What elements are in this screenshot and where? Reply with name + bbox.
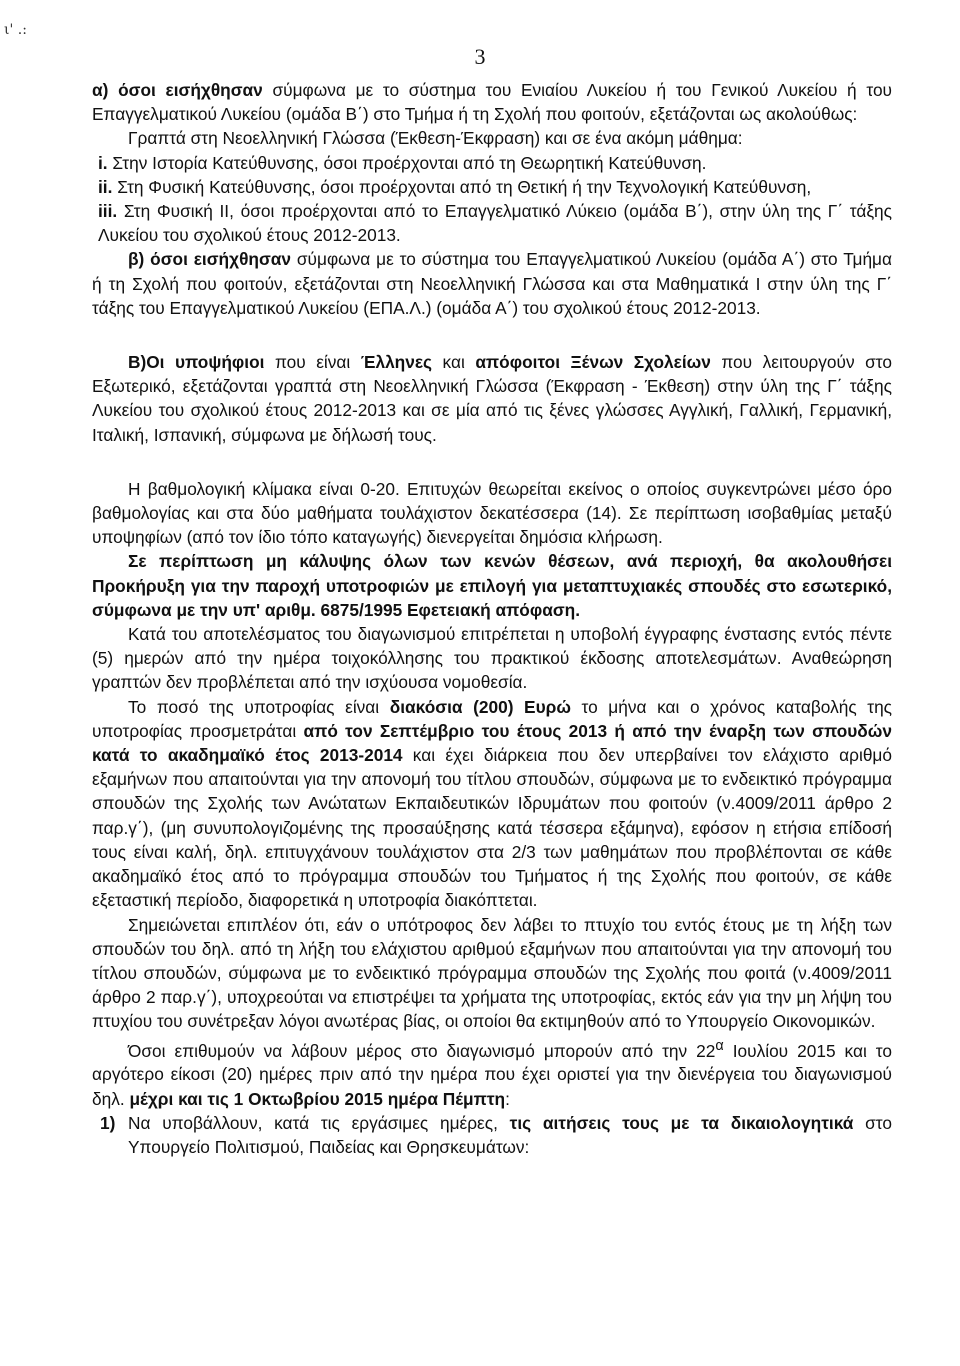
text-run: Κατά του αποτελέσματος του διαγωνισμού επιτρέπεται η υποβολή έγγραφης ένστασης εντός πέντε (5) ημερών από την ημέρα τοιχοκόλλησης του πρακτικού έκδοσης αποτελεσμάτων. Αναθεώρηση γραπτών δεν προβλέπεται από την ισχύουσα νομοθεσία. xyxy=(92,624,892,693)
margin-marks: ι' .: xyxy=(4,22,27,38)
text-run: Το ποσό της υποτροφίας είναι xyxy=(128,696,390,717)
paragraph-amount xyxy=(92,695,892,913)
paragraph-participation xyxy=(92,1034,892,1111)
text-run: Ιουλίου 2015 και το αργότερο είκοσι (20) ημέρες πριν από την ημέρα που έχει οριστεί για την διενέργεια του διαγωνισμού δηλ. xyxy=(92,1040,892,1109)
paragraph-objection xyxy=(92,622,892,695)
document-body xyxy=(92,78,892,1159)
text-run: : xyxy=(505,1088,510,1109)
text-run: Στην Ιστορία Κατεύθυνσης, όσοι προέρχονται από τη Θεωρητική Κατεύθυνση. xyxy=(107,152,707,173)
text-run: Όσοι επιθυμούν να λάβουν μέρος στο διαγωνισμό μπορούν από την 22 xyxy=(128,1040,716,1061)
paragraph-grading xyxy=(92,477,892,550)
text-run: που λειτουργούν στο Εξωτερικό, εξετάζονται γραπτά στη Νεοελληνική Γλώσσα (Έκφραση - Έκθεση) στην ύλη της Γ΄ τάξης Λυκείου του σχολικού έτους 2012-2013 και σε μία από τις ξένες γλώσσες Αγγλική, Γαλλική, Γερμανική, Ιταλική, Ισπανική, σύμφωνα με δήλωσή τους. xyxy=(92,352,892,445)
text-run: Γραπτά στη Νεοελληνική Γλώσσα (Έκθεση-Έκφραση) και σε ένα ακόμη μάθημα: xyxy=(128,128,743,149)
text-run: Στη Φυσική ΙΙ, όσοι προέρχονται από το Επαγγελματικό Λύκειο (ομάδα Β΄), στην ύλη της Γ΄ τάξης Λυκείου του σχολικού έτους 2012-2013. xyxy=(98,201,892,246)
paragraph-alpha-i xyxy=(92,151,892,175)
text-run: και xyxy=(432,352,476,373)
text-run: α xyxy=(715,1037,724,1054)
paragraph-alpha-sub xyxy=(92,126,892,150)
text-run: Να υποβάλλουν, κατά τις εργάσιμες ημέρες, xyxy=(128,1112,510,1133)
paragraph-gamma xyxy=(92,350,892,447)
text-run: Στη Φυσική Κατεύθυνσης, όσοι προέρχονται από τη Θετική ή την Τεχνολογική Κατεύθυνση, xyxy=(112,176,812,197)
text-run: σύμφωνα με το σύστημα του Ενιαίου Λυκείου ή του Γενικού Λυκείου ή του Επαγγελματικού Λυκείου (ομάδα Β΄) στο Τμήμα ή τη Σχολή που φοιτούν, εξετάζονται ως ακολούθως: xyxy=(92,80,893,125)
text-run: από τον Σεπτέμβριο του έτους 2013 ή από την έναρξη των σπουδών κατά το ακαδημαϊκό έτος 2013-2014 xyxy=(92,720,892,766)
text-run: απόφοιτοι Ξένων Σχολείων xyxy=(475,352,711,373)
numbered-item-label: 1) xyxy=(100,1112,116,1133)
paragraph-alpha-ii xyxy=(92,175,892,199)
text-run: στο Υπουργείο Πολιτισμού, Παιδείας και Θρησκευμάτων: xyxy=(128,1112,892,1158)
paragraph-note xyxy=(92,913,892,1034)
text-run: i. xyxy=(98,152,108,173)
paragraph-vacancies xyxy=(92,549,892,622)
text-run: Σε περίπτωση μη κάλυψης όλων των κενών θέσεων, ανά περιοχή, θα ακολουθήσει Προκήρυξη για την παροχή υποτροφιών με επιλογή για μεταπτυχιακές σπουδές στο εσωτερικό, σύμφωνα με την υπ' αριθμ. 6875/1995 Εφετειακή απόφαση. xyxy=(92,551,892,620)
text-run: Σημειώνεται επιπλέον ότι, εάν ο υπότροφος δεν λάβει το πτυχίο του εντός έτους με τη λήξη των σπουδών του δηλ. από τη λήξη του ελάχιστου αριθμού εξαμήνων που απαιτούνται για την απονομή του τίτλου σπουδών, σύμφωνα με το ενδεικτικό πρόγραμμα σπουδών της Σχολής που φοιτά (ν.4009/2011 άρθρο 2 παρ.γ΄), υποχρεούται να επιστρέψει τα χρήματα της υποτροφίας, εκτός εάν για την μη λήψη του πτυχίου του συνέτρεξαν λόγοι ανωτέρας βίας, οι οποίοι θα εκτιμηθούν από το Υπουργείο Οικονομικών. xyxy=(92,914,892,1032)
text-run: το μήνα και ο χρόνος καταβολής της υποτροφίας προσμετράται xyxy=(92,696,893,741)
text-run: διακόσια (200) Ευρώ xyxy=(389,696,571,717)
paragraph-alpha xyxy=(92,78,892,126)
text-run: μέχρι και τις 1 Οκτωβρίου 2015 ημέρα Πέμπτη xyxy=(129,1088,506,1109)
paragraph-beta xyxy=(92,247,892,320)
text-run: σύμφωνα με το σύστημα του Επαγγελματικού Λυκείου (ομάδα Α΄) στο Τμήμα ή τη Σχολή που φοιτούν, εξετάζονται στη Νεοελληνική Γλώσσα και στα Μαθηματικά Ι στην ύλη της Γ΄ τάξης του Επαγγελματικού Λυκείου (ΕΠΑ.Λ.) (ομάδα Α΄) του σχολικού έτους 2012-2013. xyxy=(92,249,892,318)
page-number: 3 xyxy=(474,44,486,69)
text-run: που είναι xyxy=(264,352,361,373)
text-run: Β)Οι υποψήφιοι xyxy=(128,352,265,373)
text-run: Η βαθμολογική κλίμακα είναι 0-20. Επιτυχών θεωρείται εκείνος ο οποίος συγκεντρώνει μέσο όρο βαθμολογίας και στα δύο μαθήματα τουλάχιστον δεκατέσσερα (14). Σε περίπτωση ισοβαθμίας μεταξύ υποψηφίων (από τον ίδιο τόπο καταγωγής) διενεργείται δημόσια κλήρωση. xyxy=(92,478,892,548)
text-run: iii. xyxy=(98,201,118,222)
text-run: και έχει διάρκεια που δεν υπερβαίνει τον ελάχιστο αριθμό εξαμήνων που απαιτούνται για την απονομή του τίτλου σπουδών, σύμφωνα με το ενδεικτικό πρόγραμμα σπουδών της Σχολής των Ανώτατων Εκπαιδευτικών Ιδρυμάτων που φοιτούν (ν.4009/2011 άρθρο 2 παρ.γ΄), (μη συνυπολογιζομένης της προσαύξησης κατά τέσσερα εξάμηνα), εφόσον η ετήσια επίδοσή τους είναι καλή, δηλ. επιτυγχάνουν τουλάχιστον στα 2/3 των μαθημάτων που προβλέπονται σε κάθε ακαδημαϊκό έτος από το πρόγραμμα σπουδών του Τμήματος ή της Σχολής που φοιτούν, σε κάθε εξεταστική περίοδο, διαφορετικά η υποτροφία διακόπτεται. xyxy=(92,745,892,911)
text-run: ii. xyxy=(98,176,113,197)
text-run: β) όσοι εισήχθησαν xyxy=(128,249,292,270)
text-run: τις αιτήσεις τους με τα δικαιολογητικά xyxy=(509,1112,854,1133)
text-run: α) όσοι εισήχθησαν xyxy=(92,80,263,100)
numbered-item-1 xyxy=(92,1111,892,1159)
text-run: Έλληνες xyxy=(360,352,433,373)
paragraph-alpha-iii xyxy=(92,199,892,247)
numbered-item-text xyxy=(128,1111,892,1159)
